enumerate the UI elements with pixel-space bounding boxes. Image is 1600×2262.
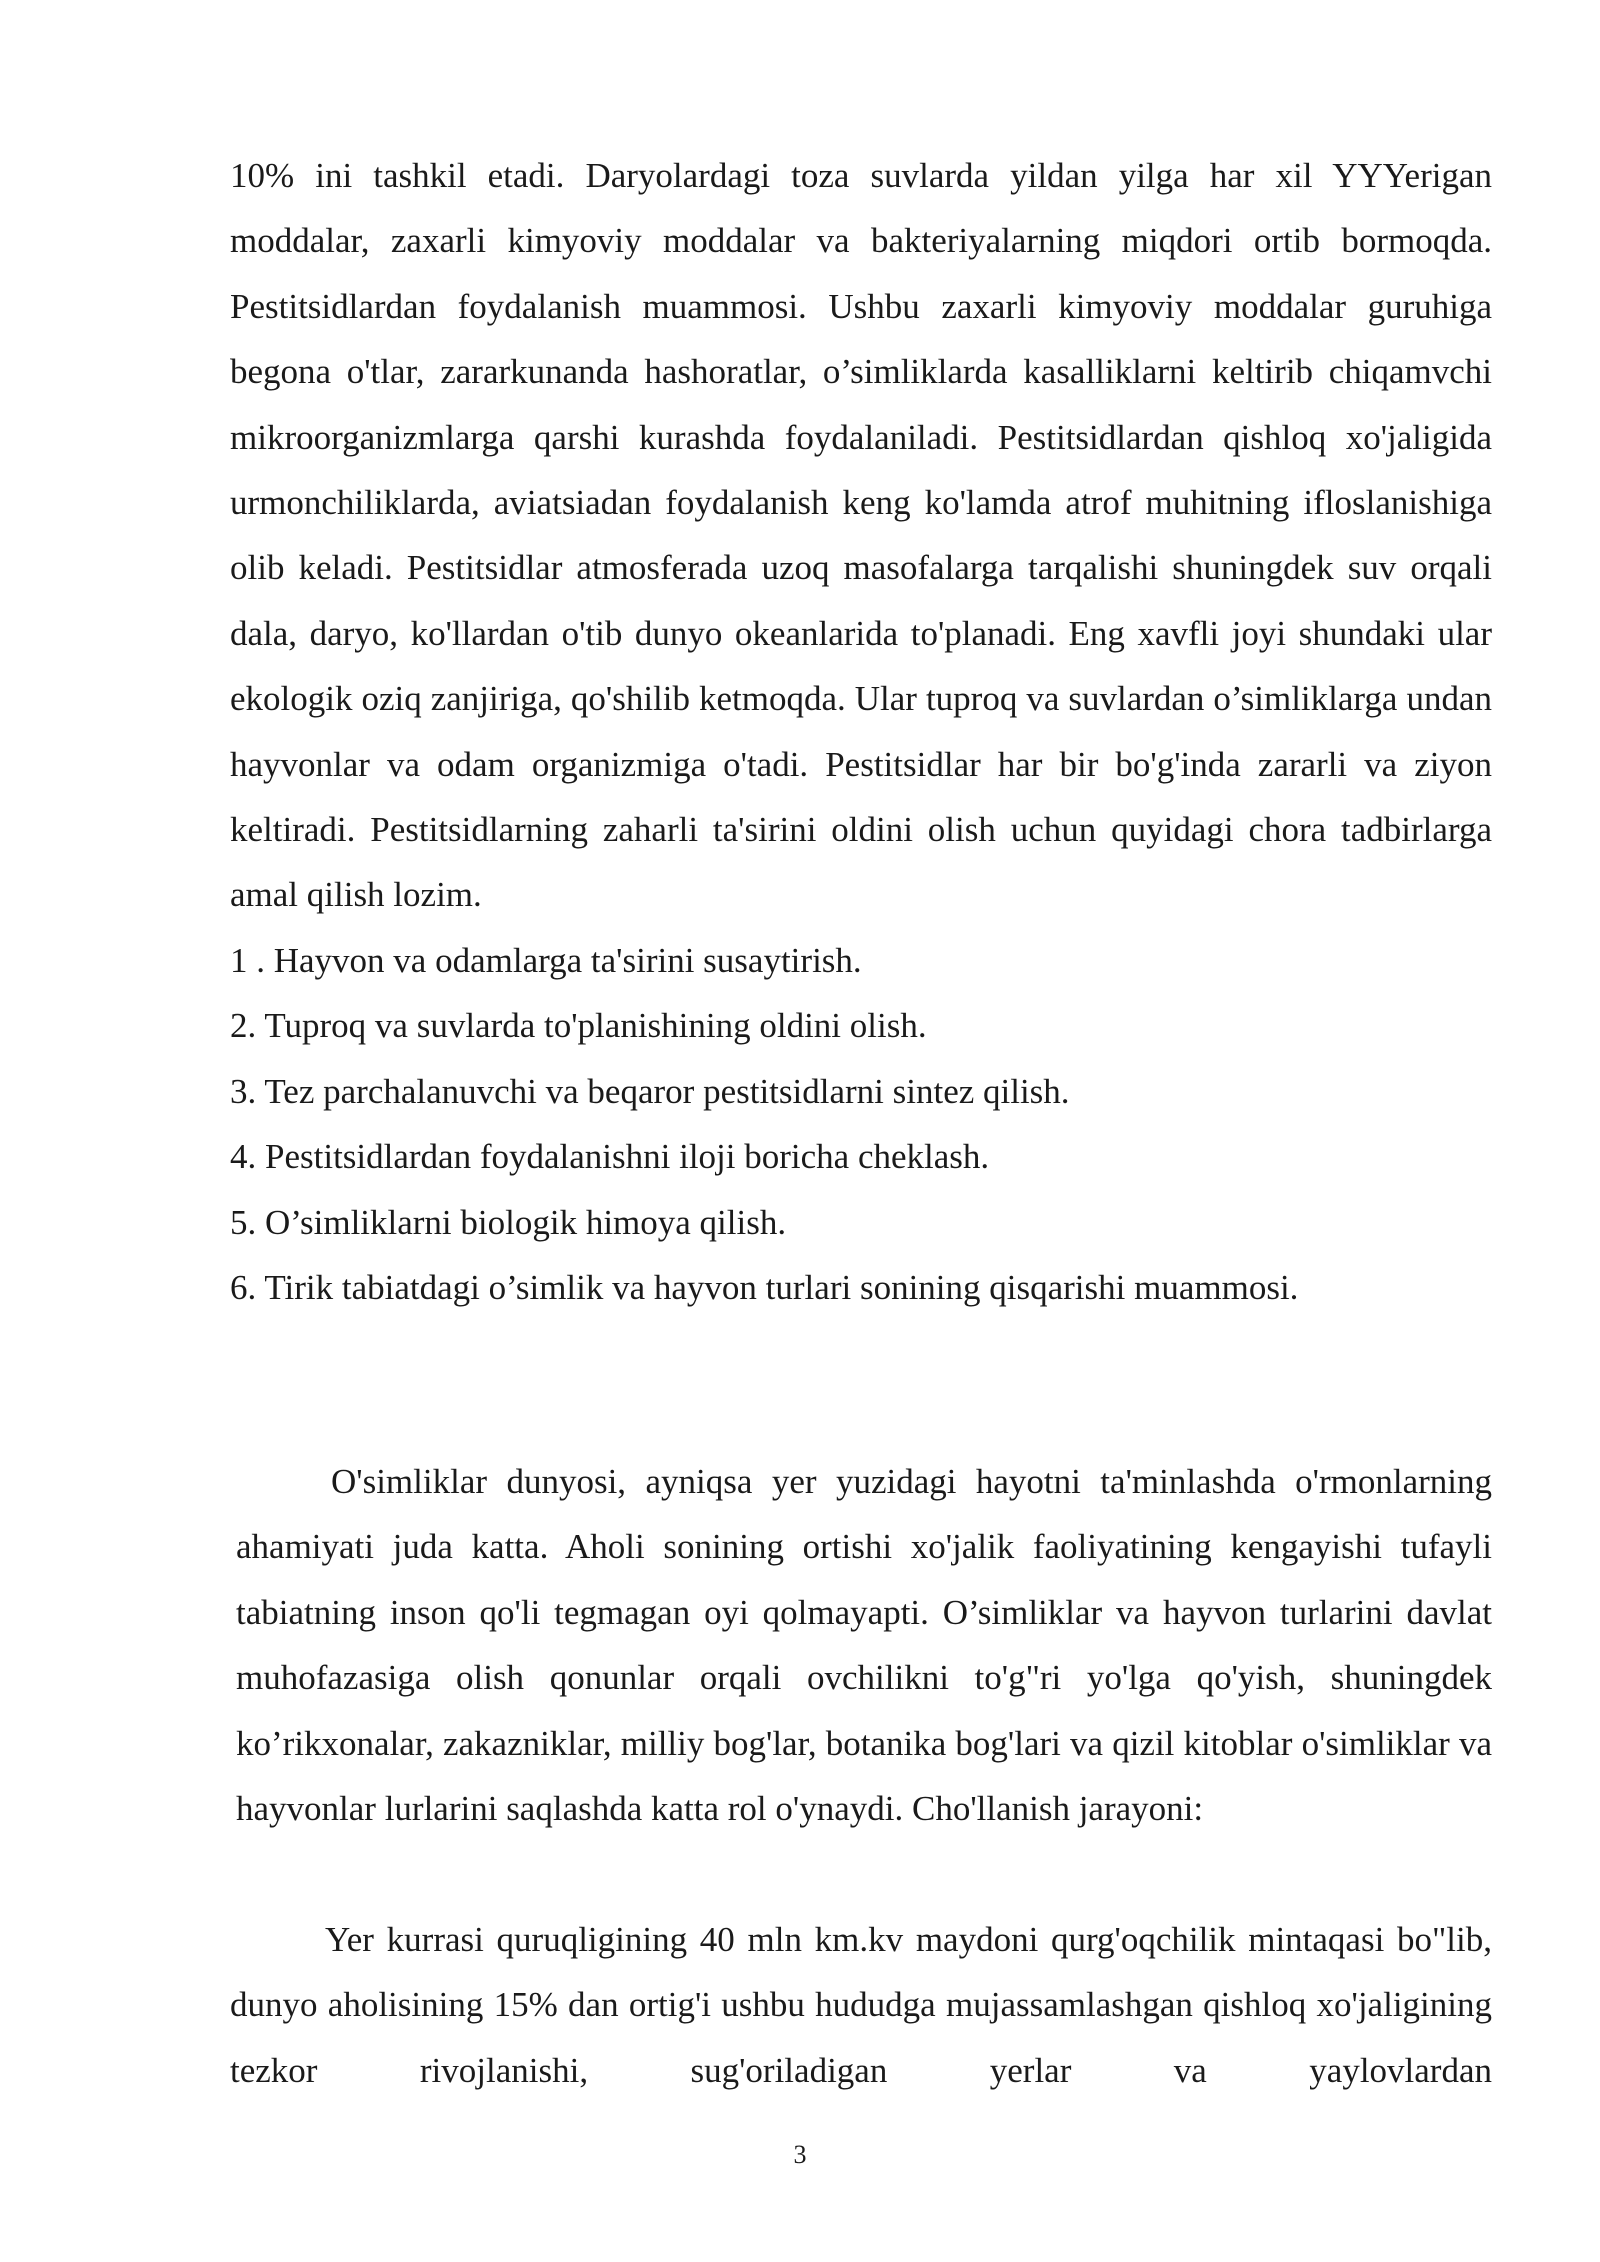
list-item-1: 1 . Hayvon va odamlarga ta'sirini susaytirish. (230, 940, 862, 980)
paragraph-pesticides: 10% ini tashkil etadi. Daryolardagi toza suvlarda yildan yilga har xil YYYerigan moddalar, zaxarli kimyoviy moddalar va bakteriyalarning miqdori ortib bormoqda. Pestitsidlardan foydalanish muammosi. Ushbu zaxarli kimyoviy moddalar guruhiga begona o'tlar, zararkunanda hashoratlar, o’simliklarda kasalliklarni keltirib chiqamvchi mikroorganizmlarga qarshi kurashda foydalaniladi. Pestitsidlardan qishloq xo'jaligida urmonchiliklarda, aviatsiadan foydalanish keng ko'lamda atrof muhitning ifloslanishiga olib keladi. Pestitsidlar atmosferada uzoq masofalarga tarqalishi shuningdek suv orqali dala, daryo, ko'llardan o'tib dunyo okeanlarida to'planadi. Eng xavfli joyi shundaki ular ekologik oziq zanjiriga, qo'shilib ketmoqda. Ular tuproq va suvlardan o’simliklarga undan hayvonlar va odam organizmiga o'tadi. Pestitsidlar har bir bo'g'inda zararli va ziyon keltiradi. Pestitsidlarning zaharli ta'sirini oldini olish uchun quyidagi chora tadbirlarga amal qilish lozim. (230, 156, 1492, 915)
list-item-5: 5. O’simliklarni biologik himoya qilish. (230, 1202, 787, 1242)
paragraph-earth: Yer kurrasi quruqligining 40 mln km.kv maydoni qurg'oqchilik mintaqasi bo"lib, dunyo aholisining 15% dan ortig'i ushbu hududga mujassamlashgan qishloq xo'jaligining tezkor rivojlanishi, sug'oriladigan yerlar va yaylovlardan (230, 1920, 1492, 2090)
list-item-6: 6. Tirik tabiatdagi o’simlik va hayvon turlari sonining qisqarishi muammosi. (230, 1267, 1299, 1307)
list-item-2: 2. Tuproq va suvlarda to'planishining oldini olish. (230, 1006, 927, 1046)
page-number: 3 (793, 2140, 807, 2169)
paragraph-plants: O'simliklar dunyosi, ayniqsa yer yuzidagi hayotni ta'minlashda o'rmonlarning ahamiyati juda katta. Aholi sonining ortishi xo'jalik faoliyatining kengayishi tufayli tabiatning inson qo'li tegmagan oyi qolmayapti. O’simliklar va hayvon turlarini davlat muhofazasiga olish qonunlar orqali ovchilikni to'g"ri yo'lga qo'yish, shuningdek ko’rikxonalar, zakazniklar, milliy bog'lar, botanika bog'lari va qizil kitoblar o'simliklar va hayvonlar lurlarini saqlashda katta rol o'ynaydi. Cho'llanish jarayoni: (236, 1462, 1492, 1829)
body-text-top (230, 143, 1492, 1320)
list-item-4: 4. Pestitsidlardan foydalanishni iloji boricha cheklash. (230, 1137, 990, 1177)
body-text-plants (236, 1449, 1492, 1841)
body-text-earth (230, 1907, 1492, 2103)
list-item-3: 3. Tez parchalanuvchi va beqaror pestitsidlarni sintez qilish. (230, 1071, 1070, 1111)
